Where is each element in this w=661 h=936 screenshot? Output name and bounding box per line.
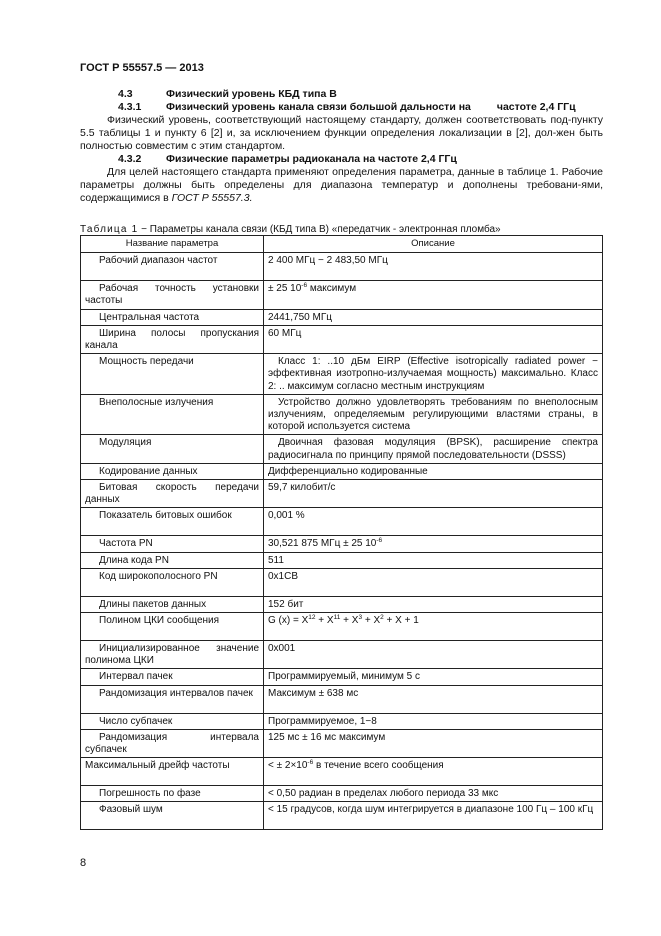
param-desc-cell bbox=[264, 552, 603, 568]
section-4-3-1-heading bbox=[118, 101, 576, 113]
param-name: Инициализированное значение полинома ЦКИ bbox=[85, 643, 259, 667]
polynomial-exponent: 3 bbox=[358, 614, 363, 622]
param-name-cell bbox=[81, 713, 264, 729]
section-number: 4.3 bbox=[118, 88, 133, 100]
param-name-cell bbox=[81, 480, 264, 508]
table-row bbox=[81, 685, 603, 713]
param-name: Ширина полосы пропускания канала bbox=[85, 327, 259, 352]
table-row bbox=[81, 669, 603, 685]
param-name-cell bbox=[81, 463, 264, 479]
section-4-3-2-paragraph bbox=[80, 166, 603, 206]
table-row bbox=[81, 729, 603, 757]
param-name-cell bbox=[81, 536, 264, 552]
table-row bbox=[81, 713, 603, 729]
param-desc: 125 мс ± 16 мс максимум bbox=[268, 731, 386, 743]
param-name: Кодирование данных bbox=[99, 465, 198, 477]
polynomial-part: + X bbox=[315, 615, 334, 627]
param-desc-cell bbox=[264, 354, 603, 395]
param-name-cell bbox=[81, 354, 264, 395]
param-name: Битовая скорость передачи данных bbox=[85, 482, 259, 506]
param-desc-cell bbox=[264, 281, 603, 309]
table-row bbox=[81, 394, 603, 435]
param-desc-cell bbox=[264, 508, 603, 536]
param-desc-cell bbox=[264, 802, 603, 830]
param-name: Рандомизация интервалов пачек bbox=[99, 687, 253, 699]
param-name: Интервал пачек bbox=[99, 671, 173, 683]
param-name-cell bbox=[81, 685, 264, 713]
table-row bbox=[81, 253, 603, 281]
param-name: Полином ЦКИ сообщения bbox=[99, 615, 220, 627]
section-title: Физический уровень КБД типа В bbox=[166, 88, 337, 100]
param-desc-suffix: в течение всего сообщения bbox=[313, 760, 444, 772]
table-row bbox=[81, 354, 603, 395]
superscript: -6 bbox=[307, 759, 314, 767]
param-name-cell bbox=[81, 309, 264, 325]
section-number: 4.3.2 bbox=[118, 153, 142, 165]
paragraph-text: Для целей настоящего стандарта применяют определения параметра, данные в таблице 1. Рабочие параметры должны быть определены для диапазона температур и дополнены требовани-ями, содержащимися в bbox=[80, 166, 603, 205]
param-name: Внеполосные излучения bbox=[99, 396, 214, 408]
table-row bbox=[81, 596, 603, 612]
param-name: Частота PN bbox=[99, 538, 153, 550]
param-desc: Программируемый, минимум 5 с bbox=[268, 671, 420, 683]
param-desc-cell bbox=[264, 568, 603, 596]
param-name: Модуляция bbox=[99, 437, 152, 449]
param-desc-cell bbox=[264, 435, 603, 463]
param-name: Код широкополосного PN bbox=[99, 570, 218, 582]
param-name-cell bbox=[81, 281, 264, 309]
column-header-description: Описание bbox=[264, 236, 603, 253]
param-name: Погрешность по фазе bbox=[99, 788, 201, 800]
param-name: Длины пакетов данных bbox=[99, 598, 207, 610]
param-desc: 60 МГц bbox=[268, 327, 302, 339]
param-desc: Программируемое, 1−8 bbox=[268, 715, 377, 727]
param-name-cell bbox=[81, 641, 264, 669]
param-name-cell bbox=[81, 729, 264, 757]
parameters-table bbox=[80, 235, 603, 830]
param-desc: 2441,750 МГц bbox=[268, 311, 332, 323]
param-name-cell bbox=[81, 325, 264, 353]
param-name: Рабочая точность установки частоты bbox=[85, 283, 259, 307]
table-row bbox=[81, 309, 603, 325]
param-name: Показатель битовых ошибок bbox=[99, 510, 232, 522]
table-row bbox=[81, 552, 603, 568]
param-desc: Класс 1: ..10 дБм EIRP (Effective isotropically radiated power − эффективная изотропно-излучаемая мощность) максимально. Класс 2: .. максимум согласно местным инструкциям bbox=[268, 356, 598, 392]
param-name: Рабочий диапазон частот bbox=[99, 255, 218, 267]
section-4-3-2-heading bbox=[118, 153, 457, 165]
table-row bbox=[81, 281, 603, 309]
param-desc-cell bbox=[264, 786, 603, 802]
table-row bbox=[81, 435, 603, 463]
table-row bbox=[81, 568, 603, 596]
superscript: -6 bbox=[376, 537, 383, 545]
param-name: Мощность передачи bbox=[99, 356, 194, 368]
param-desc: 30,521 875 МГц ± 25 10 bbox=[268, 538, 377, 550]
param-desc-cell bbox=[264, 713, 603, 729]
table-row bbox=[81, 536, 603, 552]
table-row bbox=[81, 786, 603, 802]
table-caption-label: Таблица 1 bbox=[80, 224, 139, 235]
param-desc: 0,001 % bbox=[268, 510, 305, 522]
polynomial-exponent: 12 bbox=[308, 614, 316, 622]
section-title: Физические параметры радиоканала на частоте 2,4 ГГц bbox=[166, 153, 457, 165]
param-name-cell bbox=[81, 802, 264, 830]
param-desc-suffix: максимум bbox=[307, 283, 357, 295]
param-desc-cell bbox=[264, 394, 603, 435]
section-title-end: частоте 2,4 ГГц bbox=[496, 101, 576, 113]
param-desc-cell bbox=[264, 685, 603, 713]
param-desc-cell bbox=[264, 758, 603, 786]
crc-polynomial-cell bbox=[264, 613, 603, 641]
param-desc: < ± 2×10 bbox=[268, 760, 308, 772]
param-name-cell bbox=[81, 613, 264, 641]
polynomial-exponent: 11 bbox=[333, 614, 341, 622]
param-desc-cell bbox=[264, 309, 603, 325]
section-number: 4.3.1 bbox=[118, 101, 142, 113]
param-desc-cell bbox=[264, 596, 603, 612]
param-name-cell bbox=[81, 253, 264, 281]
polynomial-exponent: 2 bbox=[380, 614, 384, 622]
param-desc-cell bbox=[264, 536, 603, 552]
table-caption-text: − Параметры канала связи (КБД типа В) «передатчик - электронная пломба» bbox=[138, 224, 501, 235]
param-desc-cell bbox=[264, 325, 603, 353]
polynomial-part: + X bbox=[340, 615, 359, 627]
param-desc-cell bbox=[264, 253, 603, 281]
table-caption bbox=[80, 224, 501, 235]
standard-reference: ГОСТ Р 55557.3. bbox=[171, 192, 253, 205]
paragraph-text: Физический уровень, соответствующий настоящему стандарту, должен соответствовать под-пункту 5.5 таблицы 1 и пункту 6 [2] и, за исключением функции определения локализации в [2], дол-жен быть полностью совместим с этим стандартом. bbox=[80, 114, 603, 153]
polynomial-part: + X bbox=[362, 615, 381, 627]
param-desc: 2 400 МГц − 2 483,50 МГц bbox=[268, 255, 388, 267]
param-desc: ± 25 10 bbox=[268, 283, 302, 295]
table-row bbox=[81, 463, 603, 479]
param-name: Фазовый шум bbox=[99, 804, 163, 816]
param-desc: < 0,50 радиан в пределах любого периода 33 мкс bbox=[268, 788, 499, 800]
param-name-cell bbox=[81, 508, 264, 536]
section-4-3-heading bbox=[118, 88, 337, 100]
polynomial-part: G (x) = X bbox=[268, 615, 309, 627]
param-name-cell bbox=[81, 669, 264, 685]
param-desc: 152 бит bbox=[268, 598, 304, 610]
param-desc-cell bbox=[264, 729, 603, 757]
table-header-row bbox=[81, 236, 603, 253]
table-row bbox=[81, 508, 603, 536]
param-name-cell bbox=[81, 394, 264, 435]
param-desc: < 15 градусов, когда шум интегрируется в диапазоне 100 Гц – 100 кГц bbox=[268, 804, 594, 816]
param-name-cell bbox=[81, 596, 264, 612]
table-row bbox=[81, 802, 603, 830]
param-desc-cell bbox=[264, 669, 603, 685]
param-desc: 511 bbox=[268, 554, 284, 566]
table-row bbox=[81, 758, 603, 786]
table-row bbox=[81, 641, 603, 669]
section-4-3-1-paragraph bbox=[80, 114, 603, 154]
param-name: Рандомизация интервала субпачек bbox=[85, 731, 259, 756]
table-row bbox=[81, 325, 603, 353]
document-header: ГОСТ Р 55557.5 — 2013 bbox=[80, 62, 204, 74]
param-name-cell bbox=[81, 786, 264, 802]
param-name-cell bbox=[81, 435, 264, 463]
param-desc: Двоичная фазовая модуляция (BPSK), расширение спектра радиосигнала по принципу прямой последовательности (DSSS) bbox=[268, 437, 598, 461]
param-desc: Дифференциально кодированные bbox=[268, 465, 428, 477]
param-desc: Устройство должно удовлетворять требованиям по внеполосным излучениям, определяемым регулирующими властями страны, в которой используется система bbox=[268, 396, 598, 433]
param-desc-cell bbox=[264, 641, 603, 669]
param-name: Центральная частота bbox=[99, 311, 200, 323]
param-desc-cell bbox=[264, 480, 603, 508]
param-desc: Максимум ± 638 мс bbox=[268, 687, 359, 699]
param-desc: 59,7 килобит/с bbox=[268, 482, 336, 494]
param-desc-cell bbox=[264, 463, 603, 479]
page-number: 8 bbox=[80, 857, 87, 869]
param-name-cell bbox=[81, 552, 264, 568]
param-name-cell bbox=[81, 758, 264, 786]
param-desc: 0x001 bbox=[268, 643, 296, 655]
param-name-cell bbox=[81, 568, 264, 596]
param-name: Длина кода PN bbox=[99, 554, 169, 566]
table-row bbox=[81, 480, 603, 508]
table-row bbox=[81, 613, 603, 641]
param-name: Число субпачек bbox=[99, 715, 173, 727]
section-title: Физический уровень канала связи большой дальности на bbox=[166, 101, 471, 113]
param-desc: 0x1CB bbox=[268, 570, 299, 582]
superscript: -6 bbox=[301, 282, 308, 290]
param-name: Максимальный дрейф частоты bbox=[85, 760, 230, 772]
polynomial-part: + X + 1 bbox=[383, 615, 419, 627]
column-header-name: Название параметра bbox=[81, 236, 264, 253]
